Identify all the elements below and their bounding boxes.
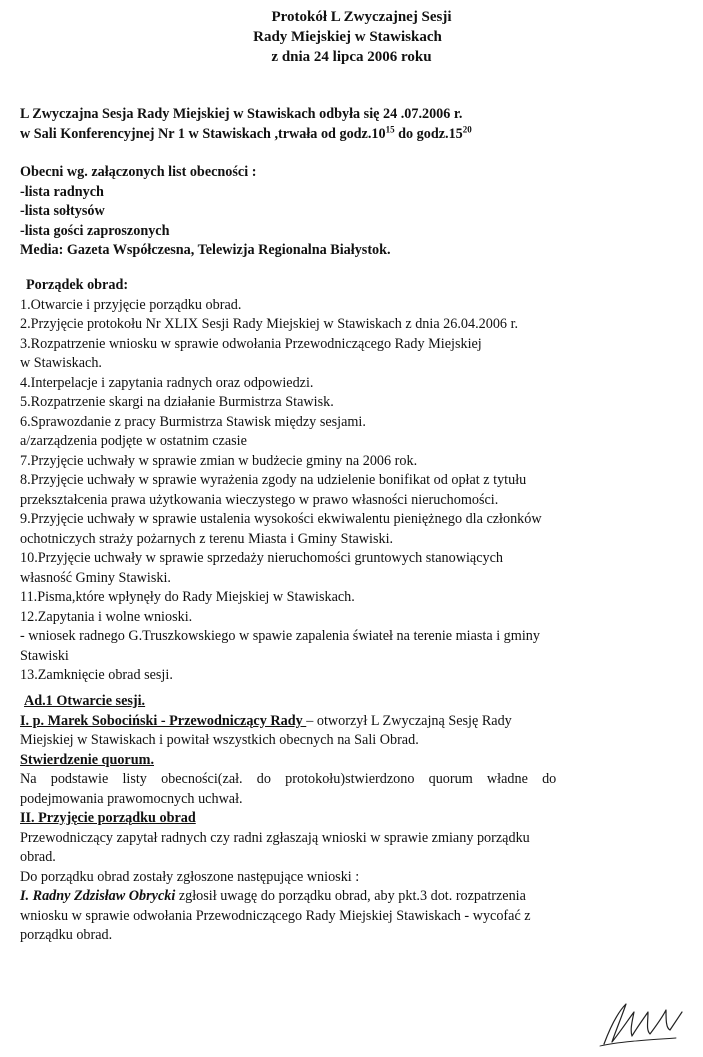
agenda-line: 4.Interpelacje i zapytania radnych oraz odpowiedzi.: [20, 374, 314, 391]
agenda-line: ochotniczych straży pożarnych z terenu Miasta i Gminy Stawiski.: [20, 530, 394, 547]
motion-text: zgłosił uwagę do porządku obrad, aby pkt.3 dot. rozpatrzenia: [175, 888, 526, 904]
agenda-adoption-line-3: Do porządku obrad zostały zgłoszone następujące wnioski :: [20, 868, 360, 885]
intro-line-2: [20, 125, 660, 145]
agenda-line: a/zarządzenia podjęte w ostatnim czasie: [20, 433, 247, 449]
time-start-sup: 15: [385, 123, 395, 134]
handwritten-signature: [596, 998, 686, 1048]
motion-line-2: wniosku w sprawie odwołania Przewodniczącego Rady Miejskiej Stawiskach - wycofać z: [20, 907, 531, 924]
agenda-line: 5.Rozpatrzenie skargi na działanie Burmistrza Stawisk.: [20, 394, 334, 410]
agenda-line: 2.Przyjęcie protokołu Nr XLIX Sesji Rady Miejskiej w Stawiskach z dnia 26.04.2006 r.: [20, 316, 519, 332]
attendance-section: [20, 163, 660, 261]
intro-line-2-text: w Sali Konferencyjnej Nr 1 w Stawiskach ,trwała od godz.10: [20, 125, 386, 142]
agenda-line: 13.Zamknięcie obrad sesji.: [20, 667, 173, 683]
protocol-date: z dnia 24 lipca 2006 roku: [271, 49, 432, 65]
agenda-line: własność Gminy Stawiski.: [20, 569, 171, 586]
agenda-line: przekształcenia prawa użytkowania wieczystego w prawo własności nieruchomości.: [20, 491, 499, 508]
media-line: Media: Gazeta Współczesna, Telewizja Regionalna Białystok.: [20, 242, 391, 258]
motion-author: I. Radny Zdzisław Obrycki: [20, 888, 176, 904]
intro-line-2-mid: do godz.15: [394, 125, 463, 142]
quorum-line-1: Na podstawie listy obecności(zał. do protokołu)stwierdzono quorum władne do: [20, 771, 557, 787]
agenda-line: 7.Przyjęcie uchwały w sprawie zmian w budżecie gminy na 2006 rok.: [20, 452, 418, 469]
attendance-item: -lista sołtysów: [20, 203, 105, 219]
attendance-heading: Obecni wg. załączonych list obecności :: [20, 164, 257, 180]
ad1-section: [20, 692, 660, 946]
time-end-sup: 20: [462, 123, 472, 134]
agenda-line: 1.Otwarcie i przyjęcie porządku obrad.: [20, 296, 242, 313]
agenda-line: Stawiski: [20, 647, 69, 664]
quorum-heading: Stwierdzenie quorum.: [20, 751, 154, 768]
agenda-line: 11.Pisma,które wpłynęły do Rady Miejskiej w Stawiskach.: [20, 589, 355, 605]
chairman-action: – otworzył L Zwyczajną Sesję Rady: [306, 712, 512, 729]
attendance-item: -lista gości zaproszonych: [20, 222, 170, 239]
agenda-line: 12.Zapytania i wolne wnioski.: [20, 608, 193, 625]
agenda-adoption-line-1: Przewodniczący zapytał radnych czy radni zgłaszają wnioski w sprawie zmiany porządku: [20, 829, 530, 846]
agenda-adoption-heading: II. Przyjęcie porządku obrad: [20, 810, 196, 826]
chairman-line-2: Miejskiej w Stawiskach i powitał wszystkich obecnych na Sali Obrad.: [20, 732, 419, 748]
agenda-line: 8.Przyjęcie uchwały w sprawie wyrażenia zgody na udzielenie bonifikat od opłat z tytułu: [20, 472, 527, 488]
protocol-title: Protokół L Zwyczajnej Sesji: [271, 9, 452, 25]
ad1-heading: Ad.1 Otwarcie sesji.: [24, 693, 146, 709]
agenda-adoption-line-2: obrad.: [20, 849, 56, 865]
attendance-item: -lista radnych: [20, 183, 104, 200]
chairman-name: I. p. Marek Sobociński - Przewodniczący Rady: [20, 712, 307, 729]
agenda-line: - wniosek radnego G.Truszkowskiego w spawie zapalenia świateł na terenie miasta i gminy: [20, 628, 540, 644]
agenda-line: 3.Rozpatrzenie wniosku w sprawie odwołania Przewodniczącego Rady Miejskiej: [20, 335, 482, 352]
agenda-section: [20, 276, 660, 686]
chairman-line: [20, 712, 660, 732]
intro-line-1: L Zwyczajna Sesja Rady Miejskiej w Stawiskach odbyła się 24 .07.2006 r.: [20, 106, 463, 122]
intro-paragraph: [20, 105, 660, 144]
motion-line-1: [20, 887, 660, 907]
protocol-council: Rady Miejskiej w Stawiskach: [253, 29, 442, 45]
motion-line-3: porządku obrad.: [20, 927, 113, 943]
agenda-line: w Stawiskach.: [20, 355, 102, 371]
agenda-line: 6.Sprawozdanie z pracy Burmistrza Stawisk między sesjami.: [20, 413, 366, 430]
agenda-heading: Porządek obrad:: [26, 277, 129, 293]
agenda-line: 9.Przyjęcie uchwały w sprawie ustalenia wysokości ekwiwalentu pieniężnego dla członków: [20, 511, 542, 527]
agenda-line: 10.Przyjęcie uchwały w sprawie sprzedaży nieruchomości gruntowych stanowiących: [20, 550, 503, 566]
quorum-line-2: podejmowania prawomocnych uchwał.: [20, 790, 243, 807]
